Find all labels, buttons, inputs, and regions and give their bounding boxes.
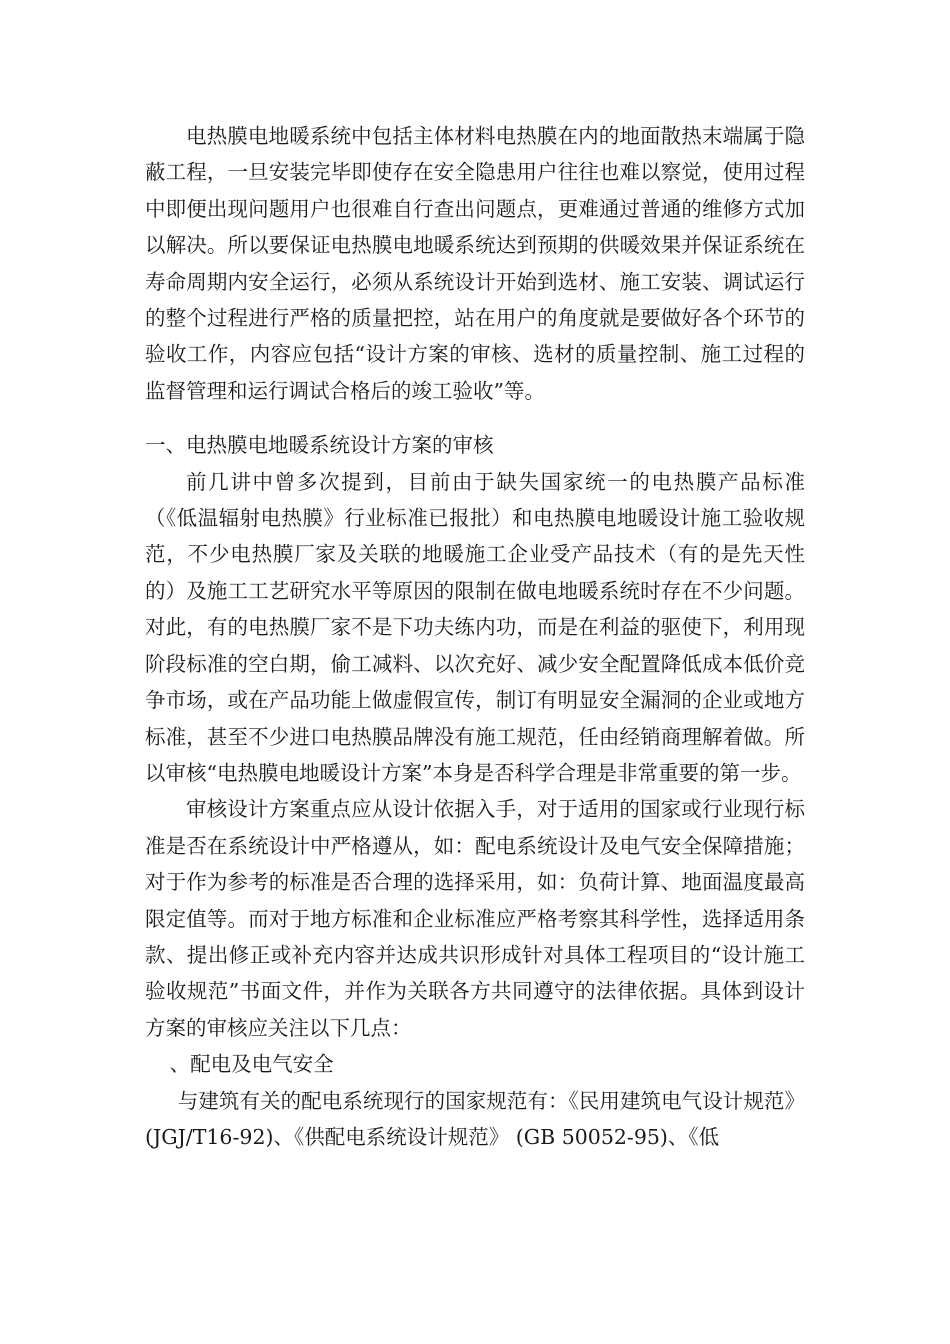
document-body [145,118,805,1155]
subsection-heading-power-safety: 、配电及电气安全 [169,1052,334,1077]
paragraph-standards-problems: 前几讲中曾多次提到，目前由于缺失国家统一的电热膜产品标准（《低温辐射电热膜》行业标准已报批）和电热膜电地暖设计施工验收规范，不少电热膜厂家及关联的地暖施工企业受产品技术（有的是先天性的）及施工工艺研究水平等原因的限制在做电地暖系统时存在不少问题。对此，有的电热膜厂家不是下功夫练内功，而是在利益的驱使下，利用现阶段标准的空白期，偷工减料、以次充好、减少安全配置降低成本低价竞争市场，或在产品功能上做虚假宣传，制订有明显安全漏洞的企业或地方标准，甚至不少进口电热膜品牌没有施工规范，任由经销商理解着做。所以审核“电热膜电地暖设计方案”本身是否科学合理是非常重要的第一步。 [145,469,805,785]
section-heading-design-review: 一、电热膜电地暖系统设计方案的审核 [145,433,494,458]
paragraph-intro: 电热膜电地暖系统中包括主体材料电热膜在内的地面散热末端属于隐蔽工程，一旦安装完毕即使存在安全隐患用户往往也难以察觉，使用过程中即便出现问题用户也很难自行查出问题点，更难通过普通的维修方式加以解决。所以要保证电热膜电地暖系统达到预期的供暖效果并保证系统在寿命周期内安全运行，必须从系统设计开始到选材、施工安装、调试运行的整个过程进行严格的质量把控，站在用户的角度就是要做好各个环节的验收工作，内容应包括“设计方案的审核、选材的质量控制、施工过程的监督管理和运行调试合格后的竣工验收”等。 [145,124,805,403]
paragraph-review-focus: 审核设计方案重点应从设计依据入手，对于适用的国家或行业现行标准是否在系统设计中严格遵从，如：配电系统设计及电气安全保障措施；对于作为参考的标准是否合理的选择采用，如：负荷计算、地面温度最高限定值等。而对于地方标准和企业标准应严格考察其科学性，选择适用条款、提出修正或补充内容并达成共识形成针对具体工程项目的“设计施工验收规范”书面文件，并作为关联各方共同遵守的法律依据。具体到设计方案的审核应关注以下几点： [145,797,805,1040]
paragraph-power-standards: 与建筑有关的配电系统现行的国家规范有：《民用建筑电气设计规范》 (JGJ/T16-92)、《供配电系统设计规范》 (GB 50052-95)、《低 [145,1088,805,1149]
